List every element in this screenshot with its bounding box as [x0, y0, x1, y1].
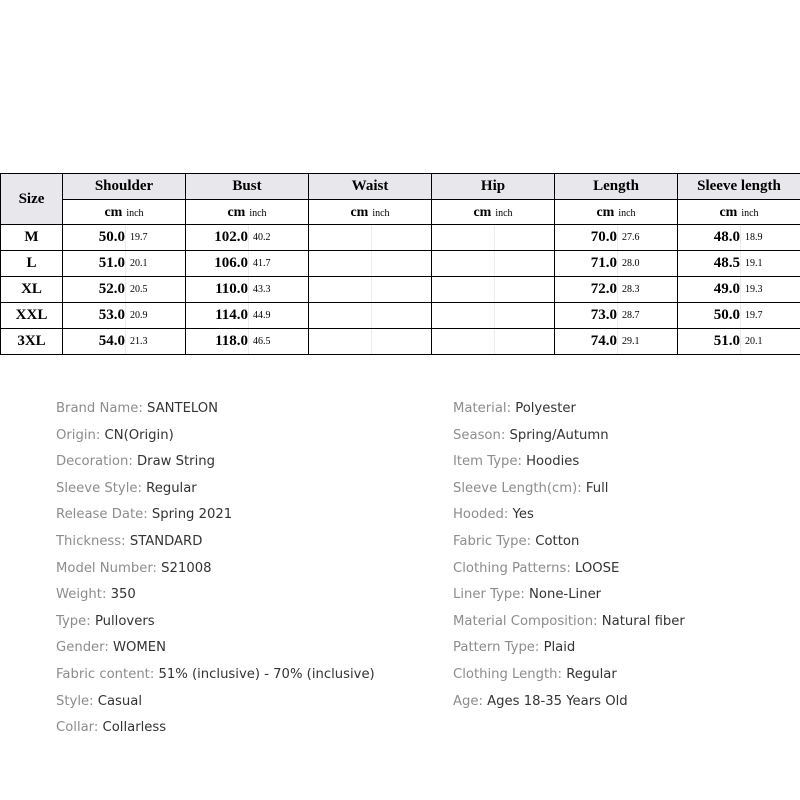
spec-line	[56, 635, 375, 662]
spec-key: Fabric content:	[56, 666, 159, 682]
cm-value: 48.5	[713, 255, 740, 271]
size-label: XL	[1, 277, 63, 303]
size-row	[1, 277, 800, 303]
measurement-cell	[555, 251, 678, 277]
spec-value: Hoodies	[526, 454, 580, 470]
inch-value	[494, 251, 554, 276]
specs-left-column	[56, 396, 375, 742]
measurement-cell	[555, 225, 678, 251]
spec-key: Style:	[56, 693, 98, 709]
inch-value	[494, 225, 554, 250]
spec-value: 51% (inclusive) - 70% (inclusive)	[158, 666, 375, 682]
cm-value: 70.0	[590, 229, 617, 245]
spec-line	[56, 449, 375, 476]
inch-value: 46.5	[248, 329, 308, 354]
spec-key: Thickness:	[56, 533, 130, 549]
cm-value	[309, 303, 371, 328]
inch-value: 44.9	[248, 303, 308, 328]
measurement-cell	[186, 251, 309, 277]
spec-key: Model Number:	[56, 560, 162, 576]
spec-line	[56, 715, 375, 742]
cm-value: 51.0	[98, 255, 125, 271]
spec-line	[453, 689, 685, 716]
spec-key: Fabric Type:	[453, 533, 536, 549]
unit-cm-label: cm	[596, 205, 615, 220]
cm-value	[432, 225, 494, 250]
inch-value: 19.7	[125, 225, 185, 250]
unit-header-cell	[432, 200, 555, 225]
inch-value: 29.1	[617, 329, 677, 354]
spec-value: Yes	[512, 507, 534, 523]
inch-value: 19.7	[740, 303, 800, 328]
measurement-cell	[309, 277, 432, 303]
cm-value: 50.0	[98, 229, 125, 245]
inch-value: 41.7	[248, 251, 308, 276]
inch-value	[494, 303, 554, 328]
spec-value: Regular	[566, 666, 617, 682]
cm-value	[432, 329, 494, 354]
spec-value: 350	[110, 587, 136, 603]
spec-key: Age:	[453, 693, 488, 709]
inch-value: 27.6	[617, 225, 677, 250]
spec-value: Spring 2021	[151, 507, 233, 523]
spec-line	[56, 662, 375, 689]
spec-value: Polyester	[515, 401, 576, 416]
inch-value: 43.3	[248, 277, 308, 302]
cm-value: 48.0	[713, 229, 740, 245]
spec-value: SANTELON	[147, 401, 219, 416]
measurement-cell	[63, 329, 186, 355]
spec-key: Clothing Patterns:	[453, 560, 576, 576]
cm-value: 52.0	[98, 281, 125, 297]
spec-key: Sleeve Style:	[56, 480, 147, 496]
spec-value: S21008	[161, 560, 212, 576]
measurement-cell	[678, 225, 800, 251]
measurement-cell	[309, 251, 432, 277]
measurement-cell	[555, 329, 678, 355]
inch-value: 20.5	[125, 277, 185, 302]
measurement-cell	[186, 303, 309, 329]
size-label: M	[1, 225, 63, 251]
spec-value: Regular	[146, 480, 197, 496]
spec-value: STANDARD	[129, 533, 203, 549]
unit-inch-label: inch	[741, 208, 759, 219]
spec-value: Draw String	[137, 454, 215, 470]
shoulder-column-header: Shoulder	[63, 174, 186, 200]
measurement-cell	[186, 225, 309, 251]
cm-value: 54.0	[98, 333, 125, 349]
inch-value: 19.1	[740, 251, 800, 276]
spec-key: Season:	[453, 427, 510, 443]
size-label: L	[1, 251, 63, 277]
inch-value: 21.3	[125, 329, 185, 354]
unit-inch-label: inch	[372, 208, 390, 219]
inch-value: 28.7	[617, 303, 677, 328]
measurement-cell	[309, 225, 432, 251]
spec-key: Liner Type:	[453, 587, 530, 603]
unit-inch-label: inch	[618, 208, 636, 219]
size-column-header: Size	[1, 174, 63, 225]
spec-line	[453, 529, 685, 556]
spec-line	[453, 396, 685, 423]
spec-value: Plaid	[543, 640, 576, 656]
spec-line	[56, 529, 375, 556]
cm-value: 72.0	[590, 281, 617, 297]
inch-value	[494, 329, 554, 354]
cm-value: 50.0	[713, 307, 740, 323]
spec-line	[56, 476, 375, 503]
inch-value: 40.2	[248, 225, 308, 250]
spec-value: Ages 18-35 Years Old	[487, 693, 628, 709]
spec-value: LOOSE	[575, 560, 620, 576]
unit-header-row	[1, 200, 800, 225]
cm-value: 71.0	[590, 255, 617, 271]
measurement-cell	[309, 303, 432, 329]
inch-value	[494, 277, 554, 302]
unit-header-cell	[63, 200, 186, 225]
spec-key: Collar:	[56, 720, 103, 736]
spec-key: Origin:	[56, 427, 105, 443]
measurement-cell	[678, 303, 800, 329]
unit-header-cell	[309, 200, 432, 225]
spec-line	[453, 662, 685, 689]
cm-value	[432, 277, 494, 302]
size-row	[1, 303, 800, 329]
measurement-cell	[555, 303, 678, 329]
measurement-cell	[63, 277, 186, 303]
inch-value	[371, 225, 431, 250]
measurement-cell	[432, 329, 555, 355]
cm-value: 106.0	[214, 255, 248, 271]
unit-header-cell	[555, 200, 678, 225]
size-chart-header-row	[1, 174, 800, 200]
inch-value: 20.1	[125, 251, 185, 276]
unit-header-cell	[678, 200, 800, 225]
spec-value: Natural fiber	[601, 613, 685, 629]
cm-value: 114.0	[215, 307, 248, 323]
cm-value: 53.0	[98, 307, 125, 323]
spec-key: Brand Name:	[56, 401, 148, 416]
spec-value: Spring/Autumn	[509, 427, 609, 443]
measurement-cell	[678, 329, 800, 355]
spec-line	[453, 449, 685, 476]
spec-key: Material:	[453, 401, 516, 416]
cm-value: 102.0	[214, 229, 248, 245]
measurement-cell	[555, 277, 678, 303]
inch-value	[371, 251, 431, 276]
spec-key: Release Date:	[56, 507, 152, 523]
size-row	[1, 329, 800, 355]
cm-value	[309, 277, 371, 302]
spec-value: WOMEN	[113, 640, 166, 656]
spec-line	[453, 423, 685, 450]
inch-value: 18.9	[740, 225, 800, 250]
cm-value	[309, 225, 371, 250]
cm-value: 73.0	[590, 307, 617, 323]
spec-line	[453, 502, 685, 529]
inch-value: 28.3	[617, 277, 677, 302]
spec-key: Gender:	[56, 640, 113, 656]
measurement-cell	[432, 303, 555, 329]
inch-value: 20.9	[125, 303, 185, 328]
cm-value: 51.0	[713, 333, 740, 349]
spec-line	[453, 556, 685, 583]
measurement-cell	[63, 251, 186, 277]
spec-key: Weight:	[56, 587, 111, 603]
measurement-cell	[63, 225, 186, 251]
cm-value: 118.0	[215, 333, 248, 349]
measurement-cell	[63, 303, 186, 329]
hip-column-header: Hip	[432, 174, 555, 200]
spec-value: Cotton	[535, 533, 580, 549]
cm-value	[309, 329, 371, 354]
spec-line	[56, 556, 375, 583]
size-label: XXL	[1, 303, 63, 329]
size-chart-table	[0, 173, 800, 355]
spec-line	[56, 582, 375, 609]
unit-cm-label: cm	[719, 205, 738, 220]
unit-header-cell	[186, 200, 309, 225]
spec-key: Decoration:	[56, 454, 137, 470]
spec-line	[56, 609, 375, 636]
measurement-cell	[678, 277, 800, 303]
inch-value	[371, 329, 431, 354]
cm-value: 49.0	[713, 281, 740, 297]
spec-key: Hooded:	[453, 507, 513, 523]
spec-line	[453, 582, 685, 609]
inch-value: 19.3	[740, 277, 800, 302]
measurement-cell	[678, 251, 800, 277]
spec-line	[56, 423, 375, 450]
cm-value: 110.0	[215, 281, 248, 297]
spec-key: Sleeve Length(cm):	[453, 480, 586, 496]
spec-line	[453, 609, 685, 636]
inch-value	[371, 277, 431, 302]
spec-key: Pattern Type:	[453, 640, 544, 656]
unit-inch-label: inch	[495, 208, 513, 219]
measurement-cell	[186, 277, 309, 303]
spec-key: Item Type:	[453, 454, 527, 470]
spec-key: Material Composition:	[453, 613, 602, 629]
unit-inch-label: inch	[126, 208, 144, 219]
spec-line	[56, 689, 375, 716]
spec-value: Collarless	[102, 720, 167, 736]
measurement-cell	[309, 329, 432, 355]
waist-column-header: Waist	[309, 174, 432, 200]
spec-line	[453, 476, 685, 503]
cm-value: 74.0	[590, 333, 617, 349]
spec-value: Full	[585, 480, 609, 496]
inch-value: 28.0	[617, 251, 677, 276]
inch-value: 20.1	[740, 329, 800, 354]
bust-column-header: Bust	[186, 174, 309, 200]
sleeve-length-column-header: Sleeve length	[678, 174, 800, 200]
spec-line	[453, 635, 685, 662]
spec-key: Clothing Length:	[453, 666, 567, 682]
unit-cm-label: cm	[227, 205, 246, 220]
spec-value: Casual	[97, 693, 143, 709]
unit-cm-label: cm	[350, 205, 369, 220]
unit-cm-label: cm	[104, 205, 123, 220]
cm-value	[432, 251, 494, 276]
spec-key: Type:	[56, 613, 95, 629]
spec-line	[56, 502, 375, 529]
spec-value: CN(Origin)	[104, 427, 174, 443]
unit-cm-label: cm	[473, 205, 492, 220]
spec-line	[56, 396, 375, 423]
cm-value	[309, 251, 371, 276]
measurement-cell	[186, 329, 309, 355]
length-column-header: Length	[555, 174, 678, 200]
measurement-cell	[432, 277, 555, 303]
unit-inch-label: inch	[249, 208, 267, 219]
size-row	[1, 225, 800, 251]
measurement-cell	[432, 251, 555, 277]
inch-value	[371, 303, 431, 328]
spec-value: None-Liner	[529, 587, 602, 603]
spec-value: Pullovers	[94, 613, 155, 629]
cm-value	[432, 303, 494, 328]
measurement-cell	[432, 225, 555, 251]
size-row	[1, 251, 800, 277]
specs-right-column	[453, 396, 685, 715]
size-label: 3XL	[1, 329, 63, 355]
